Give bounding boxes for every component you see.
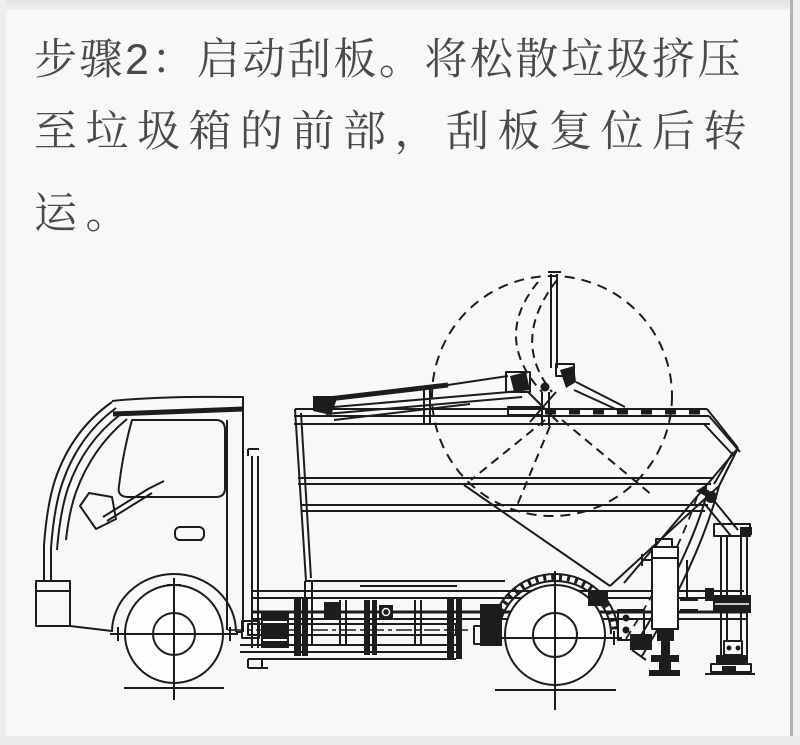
scraper-rotation-circle <box>432 272 672 516</box>
roof-rail <box>113 409 243 414</box>
door-handle <box>175 527 204 540</box>
a-pillar <box>44 402 112 581</box>
front-bumper <box>36 581 70 626</box>
instruction-line-1: 步骤2：启动刮板。将松散垃圾挤压 <box>34 36 743 84</box>
front-wheel <box>110 578 238 700</box>
side-mirror <box>80 493 116 529</box>
instruction-line-3: 运。 <box>34 190 137 238</box>
scraper-raised-position <box>548 272 561 368</box>
side-window <box>119 420 225 497</box>
cylinder-barrel <box>652 547 678 629</box>
hydraulic-cylinder <box>642 539 680 676</box>
rear-lifter-frame <box>704 497 755 674</box>
piston-rod <box>657 629 674 641</box>
instruction-line-2: 至垃圾箱的前部，刮板复位后转 <box>34 108 755 156</box>
